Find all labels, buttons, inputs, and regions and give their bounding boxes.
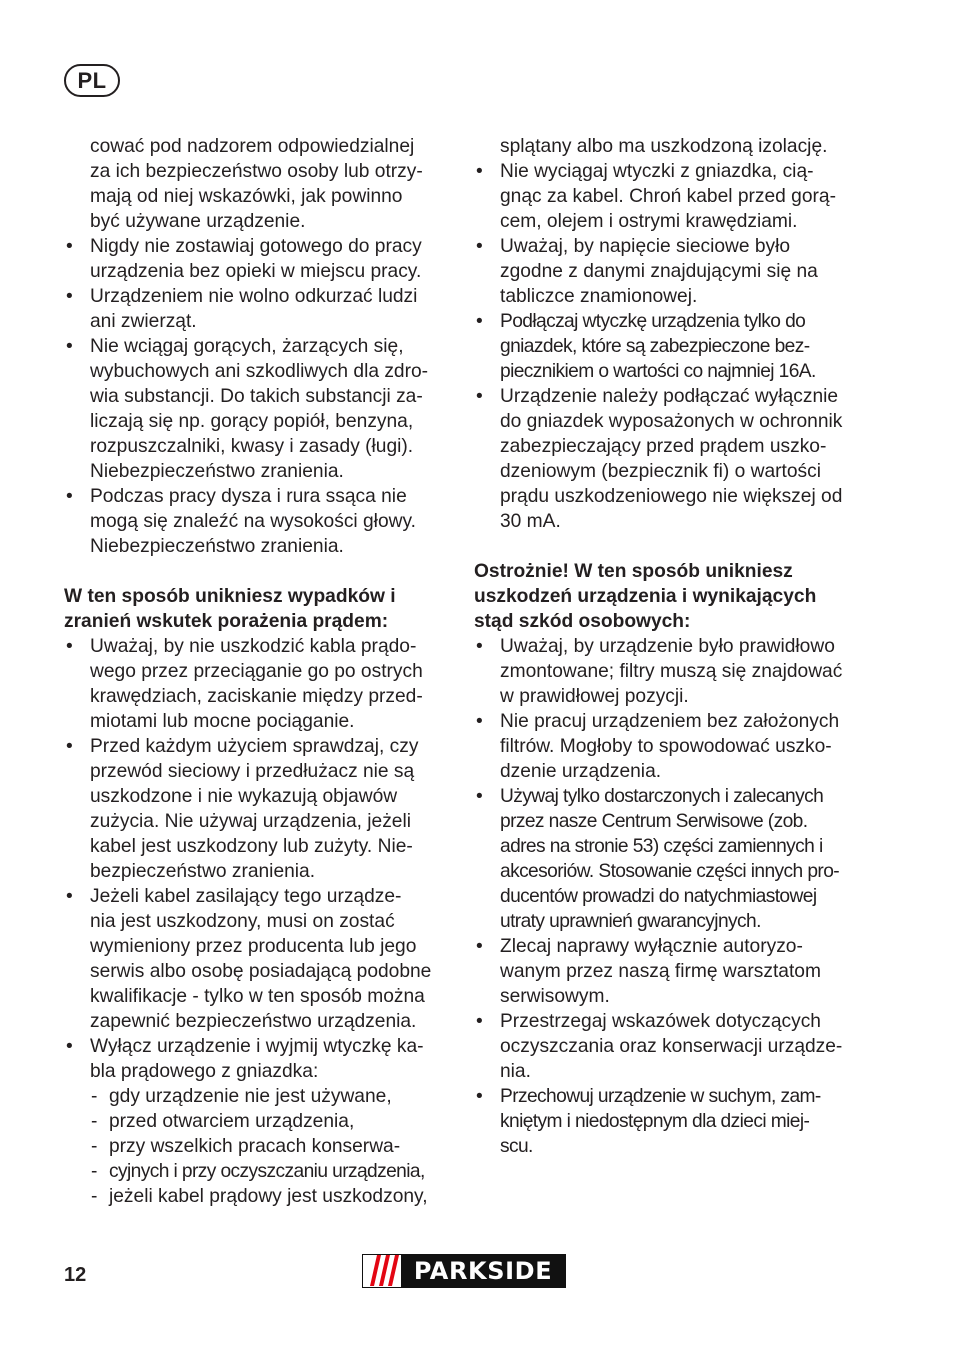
bullet-icon: • (476, 786, 483, 807)
logo-stripes-icon (363, 1255, 401, 1287)
text-line: prądu uszkodzeniowego nie większej od (500, 486, 843, 507)
dash-icon: - (91, 1136, 98, 1157)
text-line: przed otwarciem urządzenia, (109, 1111, 355, 1132)
text-line: kabel jest uszkodzony lub zużyty. Nie- (90, 836, 413, 857)
section-heading (64, 584, 449, 634)
text-line: wymieniony przez producenta lub jego (90, 936, 417, 957)
continuation-line: splątany albo ma uszkodzoną izolację. (500, 136, 828, 157)
text-line: krawędziach, zaciskanie między przed- (90, 686, 423, 707)
text-line: wybuchowych ani szkodliwych dla zdro- (90, 361, 429, 382)
text-line: liczają się np. gorący popiół, benzyna, (90, 411, 414, 432)
text-line: Przed każdym użyciem sprawdzaj, czy (90, 736, 419, 757)
text-line: Podczas pracy dysza i rura ssąca nie (90, 486, 407, 507)
text-line: Przestrzegaj wskazówek dotyczących (500, 1011, 821, 1032)
dash-item (64, 1084, 449, 1109)
text-line: urządzenia bez opieki w miejscu pracy. (90, 261, 422, 282)
heading-line: W ten sposób unikniesz wypadków i (64, 586, 396, 607)
bullet-icon: • (66, 286, 73, 307)
text-line: serwisowym. (500, 986, 610, 1007)
right-column (474, 134, 864, 1159)
dash-icon: - (91, 1111, 98, 1132)
text-line: Uważaj, by nie uszkodzić kabla prądo- (90, 636, 417, 657)
text-line: gdy urządzenie nie jest używane, (109, 1086, 392, 1107)
text-line: ani zwierząt. (90, 311, 197, 332)
list-item (474, 784, 864, 934)
text-line: Niebezpieczeństwo zranienia. (90, 461, 344, 482)
text-line: Podłączaj wtyczkę urządzenia tylko do (500, 311, 806, 332)
text-line: zabezpieczający przed prądem uszko- (500, 436, 827, 457)
bullet-icon: • (476, 1086, 483, 1107)
text-line: Niebezpieczeństwo zranienia. (90, 536, 344, 557)
bullet-icon: • (476, 1011, 483, 1032)
text-line: kwalifikacje - tylko w ten sposób można (90, 986, 425, 1007)
bullet-icon: • (66, 636, 73, 657)
text-line: bezpieczeństwo zranienia. (90, 861, 316, 882)
text-line: Wyłącz urządzenie i wyjmij wtyczkę ka- (90, 1036, 424, 1057)
text-line: filtrów. Mogłoby to spowodować uszko- (500, 736, 832, 757)
heading-line: stąd szkód osobowych: (474, 611, 691, 632)
text-line: Uważaj, by urządzenie było prawidłowo (500, 636, 835, 657)
text-line: uszkodzone i nie wykazują objawów (90, 786, 398, 807)
list-item (474, 709, 864, 784)
text-line: mają od niej wskazówki, jak powinno (90, 186, 403, 207)
list-item (474, 1084, 864, 1159)
intro-paragraph (64, 134, 449, 234)
dash-item (64, 1159, 449, 1184)
list-item (474, 309, 864, 384)
text-line: do gniazdek wyposażonych w ochronnik (500, 411, 843, 432)
dash-list (64, 1084, 449, 1209)
text-line: serwis albo osobę posiadającą podobne (90, 961, 432, 982)
bullet-icon: • (476, 711, 483, 732)
text-line: Zlecaj naprawy wyłącznie autoryzo- (500, 936, 803, 957)
bullet-icon: • (66, 236, 73, 257)
text-line: cyjnych i przy oczyszczaniu urządzenia, (109, 1161, 425, 1182)
text-line: zużycia. Nie używaj urządzenia, jeżeli (90, 811, 411, 832)
section-heading (474, 559, 864, 634)
text-line: rozpuszczalniki, kwasy i zasady (ługi). (90, 436, 414, 457)
bullet-icon: • (476, 236, 483, 257)
dash-item (64, 1109, 449, 1134)
text-line: Nie pracuj urządzeniem bez założonych (500, 711, 840, 732)
text-line: przewód sieciowy i przedłużacz nie są (90, 761, 415, 782)
text-line: wia substancji. Do takich substancji za- (90, 386, 423, 407)
bullet-list (474, 634, 864, 1159)
text-line: gniazdek, które są zabezpieczone bez- (500, 336, 810, 357)
text-line: Używaj tylko dostarczonych i zalecanych (500, 786, 824, 807)
bullet-icon: • (476, 311, 483, 332)
list-item (64, 634, 449, 734)
list-item (64, 284, 449, 334)
text-line: zmontowane; filtry muszą się znajdować (500, 661, 843, 682)
heading-line: zranień wskutek porażenia prądem: (64, 611, 389, 632)
text-line: Nie wciągaj gorących, żarzących się, (90, 336, 404, 357)
bullet-icon: • (66, 886, 73, 907)
list-item (64, 1034, 449, 1084)
bullet-icon: • (476, 636, 483, 657)
text-line: gnąc za kabel. Chroń kabel przed gorą- (500, 186, 836, 207)
text-line: Urządzenie należy podłączać wyłącznie (500, 386, 839, 407)
text-line: dzeniowym (bezpiecznik fi) o wartości (500, 461, 821, 482)
text-line: nia. (500, 1061, 531, 1082)
text-line: wanym przez naszą firmę warsztatom (500, 961, 821, 982)
text-line: cem, olejem i ostrymi krawędziami. (500, 211, 798, 232)
text-line: adres na stronie 53) części zamiennych i (500, 836, 823, 857)
dash-item (64, 1184, 449, 1209)
bullet-icon: • (66, 336, 73, 357)
text-line: zgodne z danymi znajdującymi się na (500, 261, 818, 282)
list-item (64, 484, 449, 559)
text-line: Urządzeniem nie wolno odkurzać ludzi (90, 286, 418, 307)
text-line: jeżeli kabel prądowy jest uszkodzony, (109, 1186, 428, 1207)
list-item (474, 159, 864, 234)
list-item (474, 934, 864, 1009)
text-line: przy wszelkich pracach konserwa- (109, 1136, 401, 1157)
list-item (64, 884, 449, 1034)
text-line: zapewnić bezpieczeństwo urządzenia. (90, 1011, 417, 1032)
text-line: Uważaj, by napięcie sieciowe było (500, 236, 791, 257)
list-item (474, 234, 864, 309)
list-item (474, 1009, 864, 1084)
brand-name: PARKSIDE (413, 1257, 553, 1285)
list-item (64, 734, 449, 884)
list-item (64, 234, 449, 284)
text-line: akcesoriów. Stosowanie części innych pro- (500, 861, 840, 882)
text-line: mogą się znaleźć na wysokości głowy. (90, 511, 416, 532)
text-line: Nigdy nie zostawiaj gotowego do pracy (90, 236, 422, 257)
dash-item (64, 1134, 449, 1159)
left-column (64, 134, 449, 1209)
bullet-list (474, 159, 864, 534)
list-item (474, 634, 864, 709)
text-line: tabliczce znamionowej. (500, 286, 698, 307)
bullet-icon: • (476, 386, 483, 407)
text-line: dzenie urządzenia. (500, 761, 662, 782)
text-line: nia jest uszkodzony, musi on zostać (90, 911, 395, 932)
text-line: Przechowuj urządzenie w suchym, zam- (500, 1086, 821, 1107)
list-item (474, 384, 864, 534)
bullet-icon: • (66, 486, 73, 507)
text-line: w prawidłowej pozycji. (500, 686, 689, 707)
text-line: Jeżeli kabel zasilający tego urządze- (90, 886, 402, 907)
bullet-list (64, 234, 449, 559)
heading-line: Ostrożnie! W ten sposób unikniesz (474, 561, 793, 582)
text-line: oczyszczania oraz konserwacji urządze- (500, 1036, 843, 1057)
text-line: cować pod nadzorem odpowiedzialnej (90, 136, 415, 157)
text-line: Nie wyciągaj wtyczki z gniazdka, cią- (500, 161, 814, 182)
text-line: piecznikiem o wartości co najmniej 16A. (500, 361, 816, 382)
text-line: kniętym i niedostępnym dla dzieci miej- (500, 1111, 810, 1132)
bullet-icon: • (66, 736, 73, 757)
text-line: za ich bezpieczeństwo osoby lub otrzy- (90, 161, 423, 182)
text-line: przez nasze Centrum Serwisowe (zob. (500, 811, 808, 832)
text-line: 30 mA. (500, 511, 561, 532)
dash-icon: - (91, 1086, 98, 1107)
text-line: miotami lub mocne pociąganie. (90, 711, 355, 732)
text-line: być używane urządzenie. (90, 211, 306, 232)
bullet-icon: • (476, 936, 483, 957)
language-badge: PL (64, 64, 120, 97)
text-line: bla prądowego z gniazdka: (90, 1061, 319, 1082)
bullet-icon: • (476, 161, 483, 182)
text-line: ducentów prowadzi do natychmiastowej (500, 886, 817, 907)
heading-line: uszkodzeń urządzenia i wynikających (474, 586, 817, 607)
dash-icon: - (91, 1186, 98, 1207)
text-line: scu. (500, 1136, 533, 1157)
text-line: wego przez przeciąganie go po ostrych (90, 661, 423, 682)
text-line: utraty uprawnień gwarancyjnych. (500, 911, 761, 932)
parkside-logo (362, 1254, 566, 1288)
page-number: 12 (64, 1264, 87, 1286)
dash-icon: - (91, 1161, 98, 1182)
list-item (64, 334, 449, 484)
bullet-icon: • (66, 1036, 73, 1057)
bullet-list (64, 634, 449, 1084)
